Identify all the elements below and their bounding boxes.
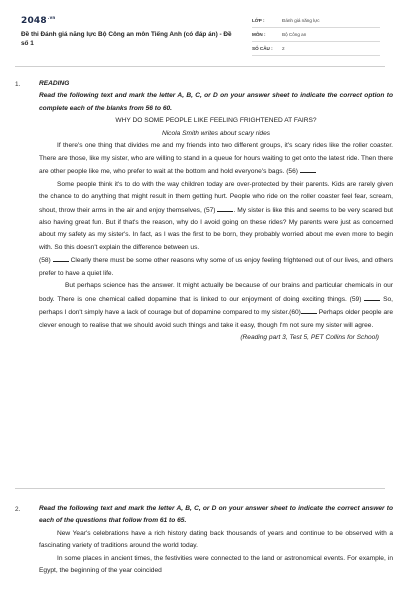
question-number: 1. bbox=[15, 81, 21, 88]
meta-row-count bbox=[252, 42, 380, 56]
question-number: 2. bbox=[15, 506, 21, 513]
section-heading: READING bbox=[39, 80, 70, 87]
meta-key: MÔN : bbox=[252, 32, 266, 37]
meta-value: Bộ Công an bbox=[282, 32, 307, 37]
question-instruction: Read the following text and mark the letter A, B, C, or D on your answer sheet to indicate the correct option to complete each of the blanks from 56 to 60. bbox=[39, 92, 393, 112]
paragraph: If there's one thing that divides me and my friends into two different groups, it's scary rides like the roller coaster. There are those, like my sister, who are willing to stand in a queue for hours waiting to get onto the latest ride. Then there are other people like me, who prefer to wait at the bottom and hold everyone's bags. (56) bbox=[39, 142, 393, 176]
answer-blank-60 bbox=[301, 306, 317, 314]
question-body bbox=[39, 503, 393, 578]
answer-blank-58 bbox=[53, 254, 69, 262]
page-header bbox=[0, 0, 400, 62]
paragraph: (58) Clearly there must be some other reasons why some of us enjoy feeling frightened out of our lives, and others prefer to have a quiet life. bbox=[39, 254, 393, 280]
answer-blank-59 bbox=[364, 293, 380, 301]
divider bbox=[15, 488, 385, 489]
paragraph: Some people think it's to do with the way children today are over-protected by their parents. Kids are rarely given the chance to do anything that might result in them getting hurt. People who ride on the roller coaster feel fear, scream, shout, throw their arms in the air and enjoy themselves, (57) . My sister is like this and seems to be very scared but also having great fun. But if that's the reason, why do I avoid going on these rides? My parents were just as concerned about my safety as my sister's. In fact, as I was the first to be born, they probably worried about me even more to begin with. So this doesn't explain the difference between us. bbox=[39, 180, 393, 251]
question-body bbox=[39, 78, 393, 345]
meta-key: LỚP : bbox=[252, 18, 265, 23]
divider bbox=[15, 66, 385, 67]
meta-value: 2 bbox=[282, 46, 285, 51]
answer-blank-57 bbox=[217, 204, 233, 212]
paragraph: In some places in ancient times, the festivities were connected to the land or astronomical events. For example, in Egypt, the beginning of the year coincided bbox=[39, 554, 393, 575]
passage-title: WHY DO SOME PEOPLE LIKE FEELING FRIGHTENED AT FAIRS? bbox=[115, 117, 317, 125]
question-instruction: Read the following text and mark the letter A, B, C, or D on your answer sheet to indicate the correct answer to each of the questions that follow from 61 to 65. bbox=[39, 505, 393, 525]
meta-row-subject bbox=[252, 28, 380, 42]
site-logo[interactable]: $2048^{.vn}$ bbox=[21, 15, 56, 26]
passage-byline: Nicola Smith writes about scary rides bbox=[161, 129, 271, 137]
meta-value: Đánh giá năng lực bbox=[282, 18, 320, 23]
paragraph: But perhaps science has the answer. It might actually be because of our brains and particular chemicals in our body. There is one chemical called dopamine that is linked to our enjoyment of doing exciting things. (59) So, perhaps I don't simply have a lack of courage but of dopamine compared to my sister.(60) Perhaps older people are clever enough to realise that we should avoid such things and take it easy, though I'm not sure my sister will agree. bbox=[39, 282, 393, 329]
exam-meta-table bbox=[252, 14, 380, 56]
source-citation: (Reading part 3, Test 5, PET Collins for School) bbox=[240, 334, 379, 342]
page-title: Đề thi Đánh giá năng lực Bộ Công an môn Tiếng Anh (có đáp án) - Đề số 1 bbox=[21, 31, 232, 47]
meta-row-class bbox=[252, 14, 380, 28]
answer-blank-56 bbox=[300, 165, 316, 173]
paragraph: New Year's celebrations have a rich history dating back thousands of years and continue to be observed with a fascinating variety of traditions around the world today. bbox=[39, 529, 393, 550]
meta-key: SỐ CÂU : bbox=[252, 46, 273, 51]
